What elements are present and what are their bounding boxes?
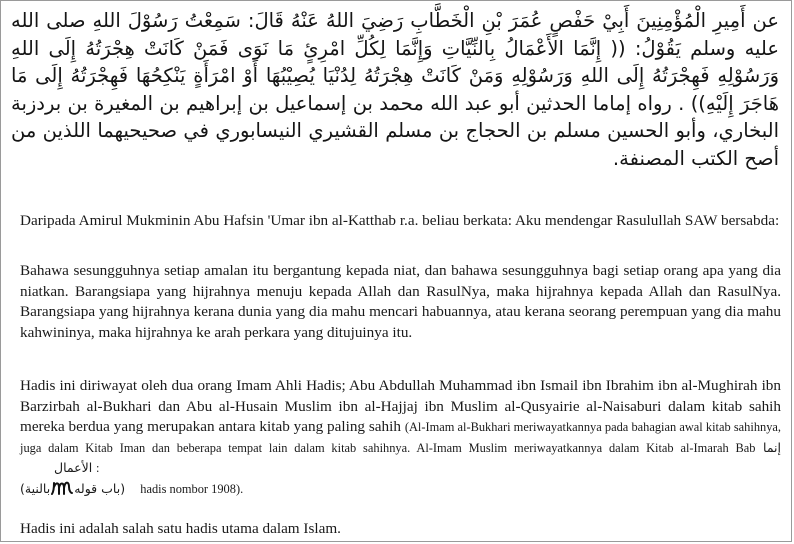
narration-text — [20, 376, 781, 499]
closing-text: Hadis ini adalah salah satu hadis utama dalam Islam. — [20, 520, 341, 537]
arabic-rasm-glyph-icon — [51, 479, 73, 497]
bab-title-arabic: إنما الأعمال — [54, 439, 782, 475]
hadith-number-text: hadis nombor 1908). — [140, 481, 244, 496]
bab-detail-arabic-open: (باب قوله — [74, 480, 126, 496]
translation-text: Bahawa sesungguhnya setiap amalan itu bergantung kepada niat, dan bahawa sesungguhnya bagi setiap orang apa yang dia niatkan. Barangsiapa yang hijrahnya menuju kepada Allah dan RasulNya, maka hijrahnya kepada Allah dan RasulNya. Barangsiapa yang hijrahnya kerana dunia yang dia mahu mencari habuannya, atau kerana seorang perempuan yang dia mahu kahwininya, maka hijrahnya ke arah perkara yang ditujuinya itu. — [20, 262, 781, 341]
intro-text: Daripada Amirul Mukminin Abu Hafsin 'Umar ibn al-Katthab r.a. beliau berkata: Aku mendengar Rasulullah SAW bersabda: — [20, 212, 780, 229]
narration-main-text: Hadis ini diriwayat oleh dua orang Imam Ahli Hadis; Abu Abdullah Muhammad ibn Ismail ibn Ibrahim ibn al-Mughirah ibn Barzirbah al-Bukhari dan Abu al-Husain Muslim ibn al-Hajjaj ibn Muslim al-Qusyairie al-Naisaburi dalam kitab sahih mereka berdua yang merupakan antara kitab yang paling sahih — [20, 377, 781, 435]
bab-detail-line — [20, 479, 781, 500]
narration-note-text: (Al-Imam al-Bukhari meriwayatkannya pada bahagian awal kitab sahihnya, juga dalam Kitab Iman dan beberapa tempat lain dalam kitab sahihnya. Al-Imam Muslim meriwayatkannya dalam Kitab al-Imarah Bab — [20, 420, 781, 455]
arabic-hadith-text — [11, 7, 779, 173]
bab-colon: : — [95, 461, 100, 475]
translation-paragraph — [20, 261, 781, 343]
arabic-hadith-paragraph: عن أَمِيرِ الْمُؤْمِنِينَ أَبِيْ حَفْصٍ عُمَرَ بْنِ الْخَطَّابِ رَضِيَ اللهُ عَنْهُ قَالَ: سَمِعْتُ رَسُوْلَ اللهِ صلى الله عليه وسلم يَقُوْلُ: (( إِنَّمَا الأَعْمَالُ بِالنِّيَّاتِ وَإِنَّمَا لِكُلِّ امْرِئٍ مَا نَوَى فَمَنْ كَانَتْ هِجْرَتُهُ إِلَى اللهِ وَرَسُوْلِهِ فَهِجْرَتُهُ إِلَى اللهِ وَرَسُوْلِهِ وَمَنْ كَانَتْ هِجْرَتُهُ لِدُنْيَا يُصِيْبُهَا أَوْ امْرَأَةٍ يَنْكِحُهَا فَهِجْرَتُهُ إِلَى مَا هَاجَرَ إِلَيْهِ)) . رواه إماما الحدثين أبو عبد الله محمد بن إسماعيل بن إبراهيم بن المغيرة بن بردزبة البخاري، وأبو الحسين مسلم بن الحجاج بن مسلم القشيري النيسابوري في صحيحيهما اللذين من أصح الكتب المصنفة. — [11, 9, 779, 170]
bab-detail-arabic-close: بالنية) — [20, 480, 51, 496]
narration-paragraph — [20, 376, 781, 499]
intro-paragraph — [20, 211, 781, 232]
closing-paragraph — [20, 519, 781, 540]
